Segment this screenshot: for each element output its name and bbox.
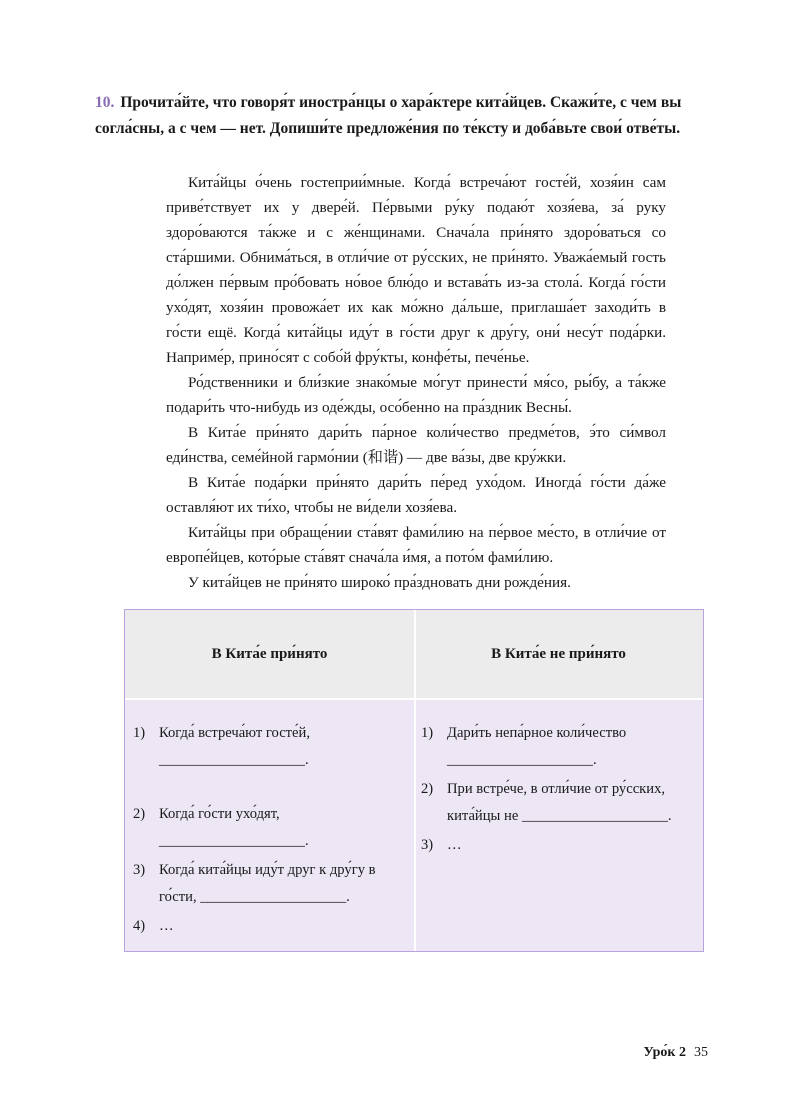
list-item: [421, 832, 691, 859]
item-number: 3): [421, 837, 434, 853]
item-text: Когда́ встреча́ют госте́й, ____________________.: [159, 725, 310, 768]
left-column-header: В Кита́е при́нято: [211, 645, 328, 662]
item-text: Когда́ го́сти ухо́дят, ____________________.: [159, 806, 309, 849]
list-item: [421, 776, 691, 830]
task-instruction: [95, 90, 715, 142]
page-footer: [644, 1045, 708, 1061]
list-item: [133, 720, 383, 774]
item-number: 1): [421, 725, 434, 741]
item-text: При встре́че, в отли́чие от ру́сских, кита́йцы не ____________________.: [447, 781, 672, 824]
passage-paragraph: В Кита́е при́нято дари́ть па́рное коли́чество предме́тов, э́то си́мвол еди́нства, семе́йной гармо́нии (和谐) — две ва́зы, две кру́жки.: [166, 424, 666, 466]
item-text: Когда́ кита́йцы иду́т друг к дру́гу в го́сти, ____________________.: [159, 862, 376, 905]
passage-paragraph: Кита́йцы о́чень гостеприи́мные. Когда́ встреча́ют госте́й, хозя́ин сам приве́тствует их у двере́й. Пе́рвыми ру́ку подаю́т хозя́ева, за́ руку здоро́ваются та́кже и с же́нщинами. Снача́ла при́нято здоро́ваться со ста́ршими. Обнима́ться, в отли́чие от ру́сских, не при́нято. Уважа́емый гость до́лжен пе́рвым про́бовать но́вое блю́до и встава́ть из-за стола́. Когда́ го́сти ухо́дят, хозя́ин провожа́ет их как мо́жно да́льше, приглаша́ет заходи́ть в го́сти ещё. Когда́ кита́йцы иду́т в го́сти друг к дру́гу, они́ несу́т пода́рки. Наприме́р, прино́сят с собо́й фру́кты, конфе́ты, пече́нье.: [166, 174, 666, 366]
item-number: 2): [421, 781, 434, 797]
exercise-table: [124, 609, 704, 952]
passage-paragraph: В Кита́е пода́рки при́нято дари́ть пе́ред ухо́дом. Иногда́ го́сти да́же оставля́ют их ти́хо, чтобы не ви́дели хозя́ева.: [166, 474, 666, 516]
item-number: 3): [133, 862, 146, 878]
item-text: …: [159, 918, 174, 934]
item-text: …: [447, 837, 462, 853]
task-text: Прочита́йте, что говоря́т иностра́нцы о хара́ктере кита́йцев. Скажи́те, с чем вы согла́сны, а с чем — нет. Допиши́те предложе́ния по те́ксту и доба́вьте свои́ отве́ты.: [95, 94, 682, 137]
list-item: [133, 801, 383, 855]
item-number: 4): [133, 918, 146, 934]
lesson-label: Уро́к 2: [643, 1045, 686, 1060]
right-column: [421, 720, 691, 859]
reading-passage: [166, 170, 666, 595]
right-column-header: В Кита́е не при́нято: [491, 645, 626, 662]
item-number: 2): [133, 806, 146, 822]
item-number: 1): [133, 725, 146, 741]
passage-paragraph: Ро́дственники и бли́зкие знако́мые мо́гут принести́ мя́со, ры́бу, а та́кже подари́ть что-нибудь из оде́жды, осо́бенно на пра́здник Весны́.: [166, 374, 666, 416]
left-column: [133, 720, 383, 940]
list-item: [133, 913, 383, 940]
passage-paragraph: Кита́йцы при обраще́нии ста́вят фами́лию на пе́рвое ме́сто, в отли́чие от европе́йцев, кото́рые ста́вят снача́ла и́мя, а пото́м фами́лию.: [166, 524, 666, 566]
item-text: Дари́ть непа́рное коли́чество ____________________.: [447, 725, 627, 768]
column-divider: [414, 610, 416, 951]
list-item: [421, 720, 691, 774]
list-item: [133, 857, 383, 911]
page-number: 35: [694, 1045, 708, 1060]
passage-paragraph: У кита́йцев не при́нято широко́ пра́здновать дни рожде́ния.: [188, 574, 571, 591]
task-number: 10.: [95, 94, 115, 111]
